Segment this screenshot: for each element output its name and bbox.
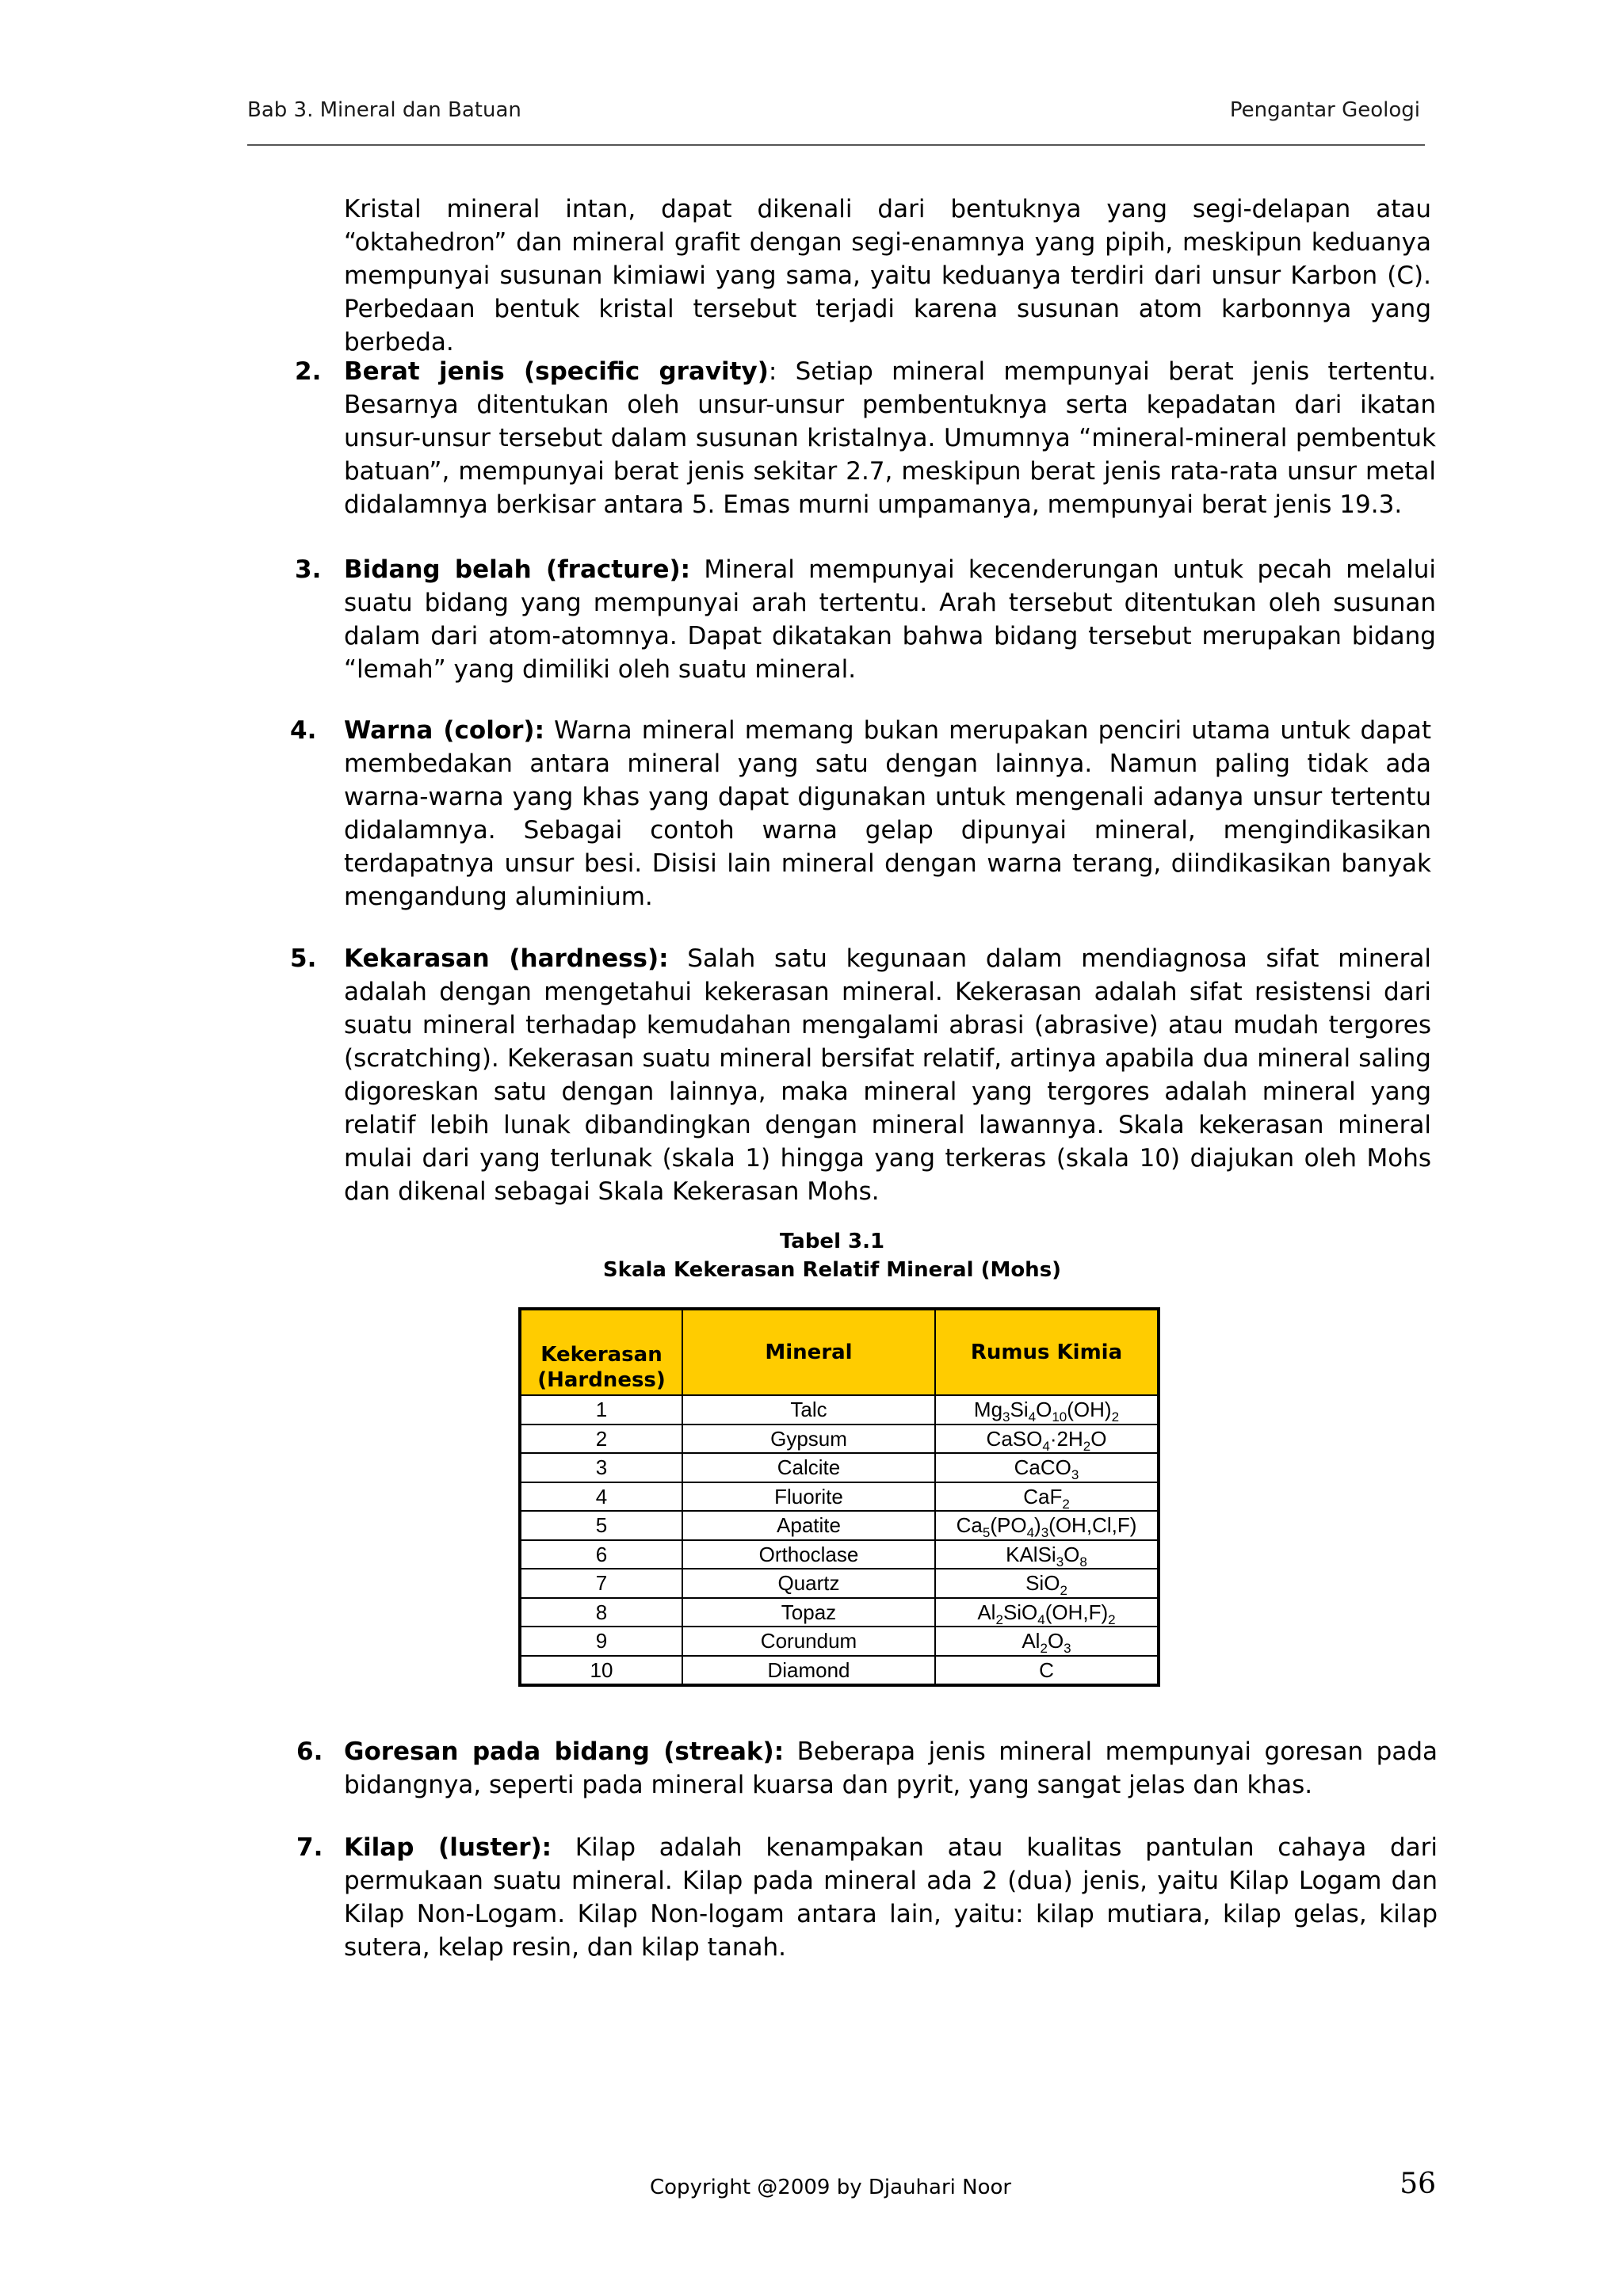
cell-mineral: Gypsum	[682, 1425, 935, 1454]
list-item-text: Beberapa jenis mineral mempunyai goresan pada bidangnya, seperti pada mineral kuarsa dan pyrit, yang sangat jelas dan khas.	[344, 1737, 1438, 1799]
list-item-term: Warna (color):	[344, 716, 544, 745]
cell-hardness: 5	[520, 1511, 682, 1540]
cell-hardness: 3	[520, 1453, 682, 1482]
cell-formula: $Mg_3Si_4O_{10}(OH)_2$	[935, 1395, 1159, 1425]
cell-formula: $Al_2O_3$	[935, 1627, 1159, 1656]
cell-hardness: 10	[520, 1656, 682, 1686]
cell-mineral: Orthoclase	[682, 1540, 935, 1569]
cell-mineral: Topaz	[682, 1598, 935, 1627]
cell-mineral: Fluorite	[682, 1482, 935, 1512]
table-caption-number: Tabel 3.1	[779, 1230, 885, 1253]
list-item-text: Kilap adalah kenampakan atau kualitas pantulan cahaya dari permukaan suatu mineral. Kilap pada mineral ada 2 (dua) jenis, yaitu Kilap Logam dan Kilap Non-Logam. Kilap Non-logam antara lain, yaitu: kilap mutiara, kilap gelas, kilap sutera, kelap resin, dan kilap tanah.	[344, 1833, 1438, 1962]
cell-mineral: Corundum	[682, 1627, 935, 1656]
table-row	[520, 1395, 1159, 1425]
list-item-text: Warna mineral memang bukan merupakan penciri utama untuk dapat membedakan antara mineral yang satu dengan lainnya. Namun paling tidak ada warna-warna yang khas yang dapat digunakan untuk mengenali adanya unsur tertentu didalamnya. Sebagai contoh warna gelap dipunyai mineral, mengindikasikan terdapatnya unsur besi. Disisi lain mineral dengan warna terang, diindikasikan banyak mengandung aluminium.	[344, 716, 1431, 911]
cell-formula: SiO$_2$	[935, 1569, 1159, 1598]
column-header-mineral: Mineral	[682, 1309, 935, 1395]
cell-mineral: Diamond	[682, 1656, 935, 1686]
table-row	[520, 1482, 1159, 1512]
cell-mineral: Calcite	[682, 1453, 935, 1482]
list-item-text: : Setiap mineral mempunyai berat jenis tertentu. Besarnya ditentukan oleh unsur-unsur pembentuknya serta kepadatan dari ikatan unsur-unsur tersebut dalam susunan kristalnya. Umumnya “mineral-mineral pembentuk batuan”, mempunyai berat jenis sekitar 2.7, meskipun berat jenis rata-rata unsur metal didalamnya berkisar antara 5. Emas murni umpamanya, mempunyai berat jenis 19.3.	[344, 357, 1436, 519]
page-number: 56	[1400, 2168, 1436, 2200]
cell-formula: $KAlSi_3O_8$	[935, 1540, 1159, 1569]
table-row	[520, 1425, 1159, 1454]
table-row	[520, 1569, 1159, 1598]
cell-mineral: Apatite	[682, 1511, 935, 1540]
list-item-number: 7.	[296, 1833, 323, 1862]
list-item-color	[290, 714, 1431, 913]
table-header-row	[520, 1309, 1159, 1395]
cell-mineral: Quartz	[682, 1569, 935, 1598]
column-header-formula: Rumus Kimia	[935, 1309, 1159, 1395]
list-item-text: Salah satu kegunaan dalam mendiagnosa sifat mineral adalah dengan mengetahui kekerasan mineral. Kekerasan adalah sifat resistensi dari suatu mineral terhadap kemudahan mengalami abrasi (abrasive) atau mudah tergores (scratching). Kekerasan suatu mineral bersifat relatif, artinya apabila dua mineral saling digoreskan satu dengan lainnya, maka mineral yang tergores adalah mineral yang relatif lebih lunak dibandingkan dengan mineral lawannya. Skala kekerasan mineral mulai dari yang terlunak (skala 1) hingga yang terkeras (skala 10) diajukan oleh Mohs dan dikenal sebagai Skala Kekerasan Mohs.	[344, 944, 1431, 1206]
list-item-streak	[296, 1735, 1438, 1802]
header-divider	[247, 144, 1425, 146]
cell-hardness: 6	[520, 1540, 682, 1569]
cell-formula: $Al_2SiO_4(OH,F)_2$	[935, 1598, 1159, 1627]
list-item-luster	[296, 1831, 1438, 1964]
table-row	[520, 1453, 1159, 1482]
table-row	[520, 1656, 1159, 1686]
table-row	[520, 1598, 1159, 1627]
cell-hardness: 9	[520, 1627, 682, 1656]
cell-formula: $CaSO_4\cdot 2H_2O$	[935, 1425, 1159, 1454]
list-item-number: 6.	[296, 1737, 323, 1766]
cell-formula: CaF$_2$	[935, 1482, 1159, 1512]
running-header-chapter: Bab 3. Mineral dan Batuan	[247, 98, 521, 122]
intro-paragraph: Kristal mineral intan, dapat dikenali dari bentuknya yang segi-delapan atau “oktahedron” dan mineral grafit dengan segi-enamnya yang pipih, meskipun keduanya mempunyai susunan kimiawi yang sama, yaitu keduanya terdiri dari unsur Karbon (C). Perbedaan bentuk kristal tersebut terjadi karena susunan atom karbonnya yang berbeda.	[344, 195, 1431, 357]
table-row	[520, 1540, 1159, 1569]
list-item-term: Kilap (luster):	[344, 1833, 552, 1862]
footer-copyright: Copyright @2009 by Djauhari Noor	[650, 2176, 1012, 2199]
list-item-term: Bidang belah (fracture):	[344, 555, 691, 584]
list-item-number: 3.	[295, 555, 322, 584]
cell-hardness: 7	[520, 1569, 682, 1598]
mohs-hardness-table	[518, 1307, 1160, 1687]
list-item-term: Goresan pada bidang (streak):	[344, 1737, 785, 1766]
column-header-hardness: Kekerasan (Hardness)	[520, 1309, 682, 1395]
list-item-term: Kekarasan (hardness):	[344, 944, 669, 973]
list-item-fracture	[295, 553, 1436, 686]
list-item-number: 5.	[290, 944, 317, 973]
cell-hardness: 1	[520, 1395, 682, 1425]
cell-formula: CaCO$_3$	[935, 1453, 1159, 1482]
cell-hardness: 2	[520, 1425, 682, 1454]
cell-hardness: 8	[520, 1598, 682, 1627]
cell-hardness: 4	[520, 1482, 682, 1512]
cell-formula: $Ca_5(PO_4)_3(OH,Cl,F)$	[935, 1511, 1159, 1540]
list-item-hardness	[290, 942, 1431, 1208]
table-row	[520, 1627, 1159, 1656]
list-item-number: 2.	[295, 357, 322, 386]
table-body	[520, 1395, 1159, 1685]
list-item-number: 4.	[290, 716, 317, 745]
cell-formula: C	[935, 1656, 1159, 1686]
list-item-specific-gravity	[295, 355, 1436, 521]
running-header-book-title: Pengantar Geologi	[1229, 98, 1420, 122]
list-item-text: Mineral mempunyai kecenderungan untuk pecah melalui suatu bidang yang mempunyai arah tertentu. Arah tersebut ditentukan oleh susunan dalam dari atom-atomnya. Dapat dikatakan bahwa bidang tersebut merupakan bidang “lemah” yang dimiliki oleh suatu mineral.	[344, 555, 1436, 684]
table-caption-title: Skala Kekerasan Relatif Mineral (Mohs)	[602, 1258, 1062, 1282]
list-item-term: Berat jenis (specific gravity)	[344, 357, 769, 386]
table-row	[520, 1511, 1159, 1540]
cell-mineral: Talc	[682, 1395, 935, 1425]
